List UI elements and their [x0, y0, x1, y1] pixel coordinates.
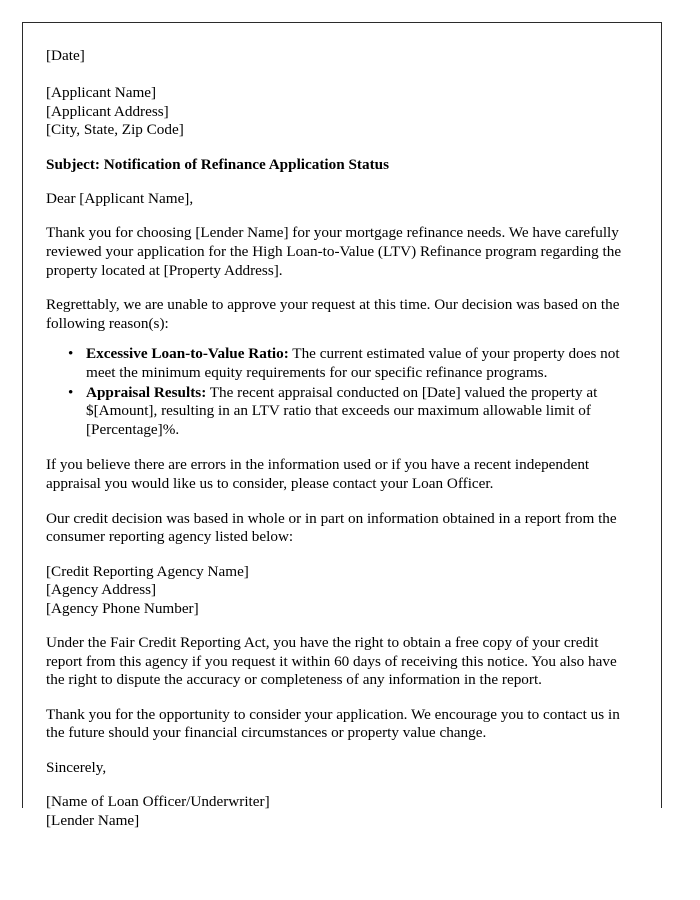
errors-paragraph: If you believe there are errors in the information used or if you have a recent independent appraisal you would like us to consider, please contact your Loan Officer. [46, 456, 590, 492]
spacer [46, 174, 632, 190]
denial-reasons-list [46, 345, 632, 439]
bullet-icon: • [68, 383, 74, 401]
recipient-name: [Applicant Name] [46, 84, 157, 102]
reason-text: The recent appraisal conducted on [Date] valued the property at $[Amount], resulting in an LTV ratio that exceeds our maximum allowable limit of [Percentage]%. [86, 383, 598, 438]
spacer [46, 65, 632, 84]
agency-address: [Agency Address] [46, 581, 157, 599]
letter-body [46, 47, 632, 830]
signer-name: [Name of Loan Officer/Underwriter] [46, 793, 270, 811]
subject-line: Subject: Notification of Refinance Application Status [46, 155, 389, 173]
agency-phone: [Agency Phone Number] [46, 599, 199, 617]
signer-company: [Lender Name] [46, 811, 140, 829]
list-item [46, 384, 632, 440]
fcra-paragraph: Under the Fair Credit Reporting Act, you have the right to obtain a free copy of your credit report from this agency if you request it within 60 days of receiving this notice. You also have the right to dispute the accuracy or completeness of any information in the report. [46, 633, 617, 689]
spacer [46, 208, 632, 224]
document-page [22, 22, 662, 829]
reason-lead: Excessive Loan-to-Value Ratio: [86, 345, 289, 363]
agency-name: [Credit Reporting Agency Name] [46, 562, 249, 580]
list-item [46, 345, 632, 382]
recipient-address-block [46, 84, 632, 139]
bullet-icon: • [68, 345, 74, 363]
reason-text: The current estimated value of your property does not meet the minimum equity requirements for our specific refinance programs. [86, 345, 620, 381]
reason-lead: Appraisal Results: [86, 383, 207, 401]
spacer [46, 440, 632, 456]
letter-date: [Date] [46, 47, 85, 64]
spacer [46, 280, 632, 296]
decision-paragraph: Regrettably, we are unable to approve your request at this time. Our decision was based on the following reason(s): [46, 296, 620, 332]
agency-contact-block [46, 563, 632, 618]
sign-off: Sincerely, [46, 758, 107, 776]
spacer [46, 690, 632, 706]
spacer [46, 494, 632, 510]
spacer [46, 547, 632, 563]
credit-report-paragraph: Our credit decision was based in whole or in part on information obtained in a report from the consumer reporting agency listed below: [46, 509, 617, 546]
closing-paragraph: Thank you for the opportunity to consider your application. We encourage you to contact us in the future should your financial circumstances or property value change. [46, 705, 620, 742]
recipient-city-state-zip: [City, State, Zip Code] [46, 121, 184, 139]
spacer [46, 743, 632, 759]
salutation: Dear [Applicant Name], [46, 190, 194, 208]
intro-paragraph: Thank you for choosing [Lender Name] for your mortgage refinance needs. We have carefully reviewed your application for the High Loan-to-Value (LTV) Refinance program regarding the property located at [Property Address]. [46, 224, 622, 279]
spacer [46, 333, 632, 345]
spacer [46, 777, 632, 793]
recipient-address: [Applicant Address] [46, 102, 169, 120]
spacer [46, 618, 632, 634]
spacer [46, 140, 632, 156]
